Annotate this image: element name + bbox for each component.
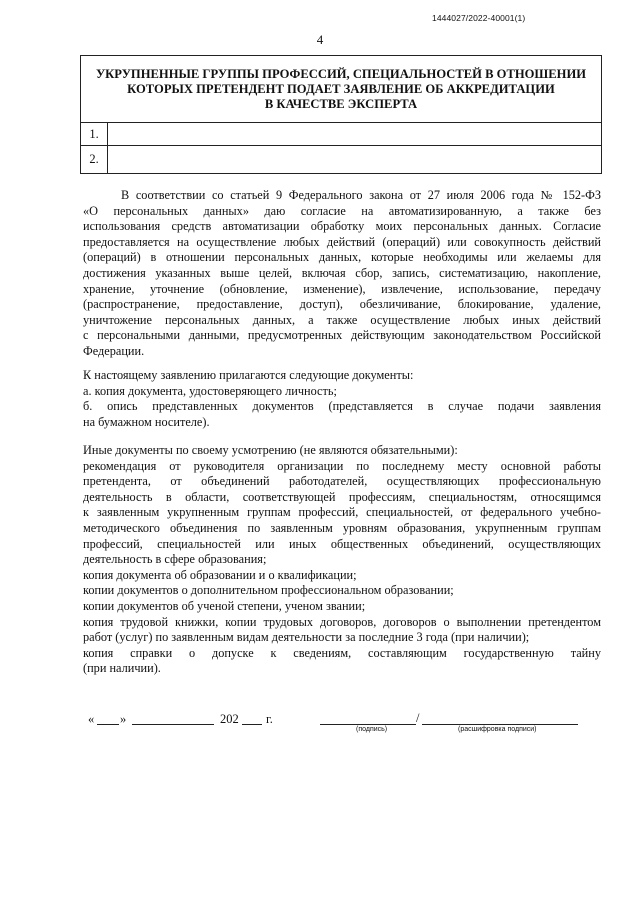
signature-block [88, 712, 608, 742]
text-line: методического объединения по заявленным уровням образования, укрупненным группам [83, 520, 601, 535]
text-line: копии документов об ученой степени, ученом звании; [83, 598, 366, 613]
document-number: 1444027/2022-40001(1) [432, 13, 526, 23]
page-number: 4 [316, 32, 324, 47]
text-line: профессий, специальностей или иных общественных объединений, осуществляющих [83, 536, 601, 551]
quote-open: « [88, 712, 95, 726]
text-line: претендента, от объединений работодателей, осуществляющих профессиональную [83, 474, 601, 489]
text-line: копия справки о допуске к сведениям, составляющим государственную тайну [83, 645, 601, 660]
text-line: работ (услуг) по заявленным видам деятельности за последние 3 года (при наличии); [83, 630, 530, 645]
table-title-line: КОТОРЫХ ПРЕТЕНДЕНТ ПОДАЕТ ЗАЯВЛЕНИЕ ОБ АККРЕДИТАЦИИ [127, 81, 555, 96]
attachment-item-b-cont: на бумажном носителе). [83, 414, 210, 429]
other-documents-section [83, 443, 601, 677]
attachment-item-a: а. копия документа, удостоверяющего личность; [83, 383, 337, 398]
attachments-section [83, 368, 601, 430]
other-docs-intro: Иные документы по своему усмотрению (не являются обязательными): [83, 443, 458, 457]
text-line: к заявленным укрупненным группам профессий, специальностей, от федерального учебно- [83, 505, 601, 520]
text-line: хранение, уточнение (обновление, изменение), извлечение, использование, передачу [83, 281, 601, 296]
text-line: (операций) в отношении персональных данных, которые необходимы или желаемы для [83, 250, 601, 265]
consent-paragraph [83, 188, 601, 360]
attachment-item-b: б. опись представленных документов (представляется в случае подачи заявления [83, 399, 601, 414]
specialty-groups-table [80, 55, 602, 174]
day-field[interactable] [97, 712, 119, 725]
text-line: с персональными данными, предусмотренных действующим законодательством Российской [83, 328, 601, 343]
text-line: уничтожение персональных данных, а также осуществление любых иных действий [83, 312, 601, 327]
year-field[interactable] [242, 712, 262, 725]
row-entry-field[interactable] [108, 146, 602, 174]
text-line: (распространение, предоставление, доступ), обезличивание, блокирование, удаление, [83, 297, 601, 312]
decoding-caption: (расшифровка подписи) [458, 726, 537, 733]
text-line: Федерации. [83, 343, 145, 358]
signature-field[interactable] [320, 712, 416, 725]
row-number: 1. [81, 123, 108, 146]
signature-caption: (подпись) [356, 726, 388, 733]
text-line: деятельность в области, соответствующей профессиям, специальностям, относящимся [83, 489, 601, 504]
table-row [81, 123, 602, 146]
slash: / [416, 711, 420, 725]
text-line: копия трудовой книжки, копии трудовых договоров, договоров о выполнении претендентом [83, 614, 601, 629]
text-line: достижения указанных выше целей, включая сбор, запись, систематизацию, накопление, [83, 265, 601, 280]
text-line: «О персональных данных» даю согласие на автоматизированную, а также без [83, 203, 601, 218]
text-line: копия документа об образовании и о квалификации; [83, 567, 357, 582]
year-prefix: 202 [220, 712, 239, 726]
year-suffix: г. [266, 712, 273, 726]
text-line: (при наличии). [83, 661, 161, 676]
text-line: копии документов о дополнительном профессиональном образовании; [83, 583, 454, 598]
month-field[interactable] [132, 712, 214, 725]
table-row [81, 146, 602, 174]
attachments-intro: К настоящему заявлению прилагаются следующие документы: [83, 368, 414, 382]
text-line: В соответствии со статьей 9 Федерального закона от 27 июля 2006 года № 152-ФЗ [121, 188, 601, 202]
text-line: деятельность в сфере образования; [83, 552, 267, 567]
text-line: использования средств автоматизации обработку моих персональных данных. Согласие [83, 219, 601, 234]
row-number: 2. [81, 146, 108, 174]
text-line: рекомендация от руководителя организации по последнему месту основной работы [83, 458, 601, 473]
quote-close: » [120, 712, 127, 726]
name-decoding-field[interactable] [422, 712, 578, 725]
table-title-line: УКРУПНЕННЫЕ ГРУППЫ ПРОФЕССИЙ, СПЕЦИАЛЬНОСТЕЙ В ОТНОШЕНИИ [95, 66, 587, 81]
table-title [81, 56, 602, 123]
text-line: предоставляется на осуществление любых действий (операций) или совокупность действий [83, 234, 601, 249]
table-title-line: В КАЧЕСТВЕ ЭКСПЕРТА [264, 96, 418, 111]
row-entry-field[interactable] [108, 123, 602, 146]
